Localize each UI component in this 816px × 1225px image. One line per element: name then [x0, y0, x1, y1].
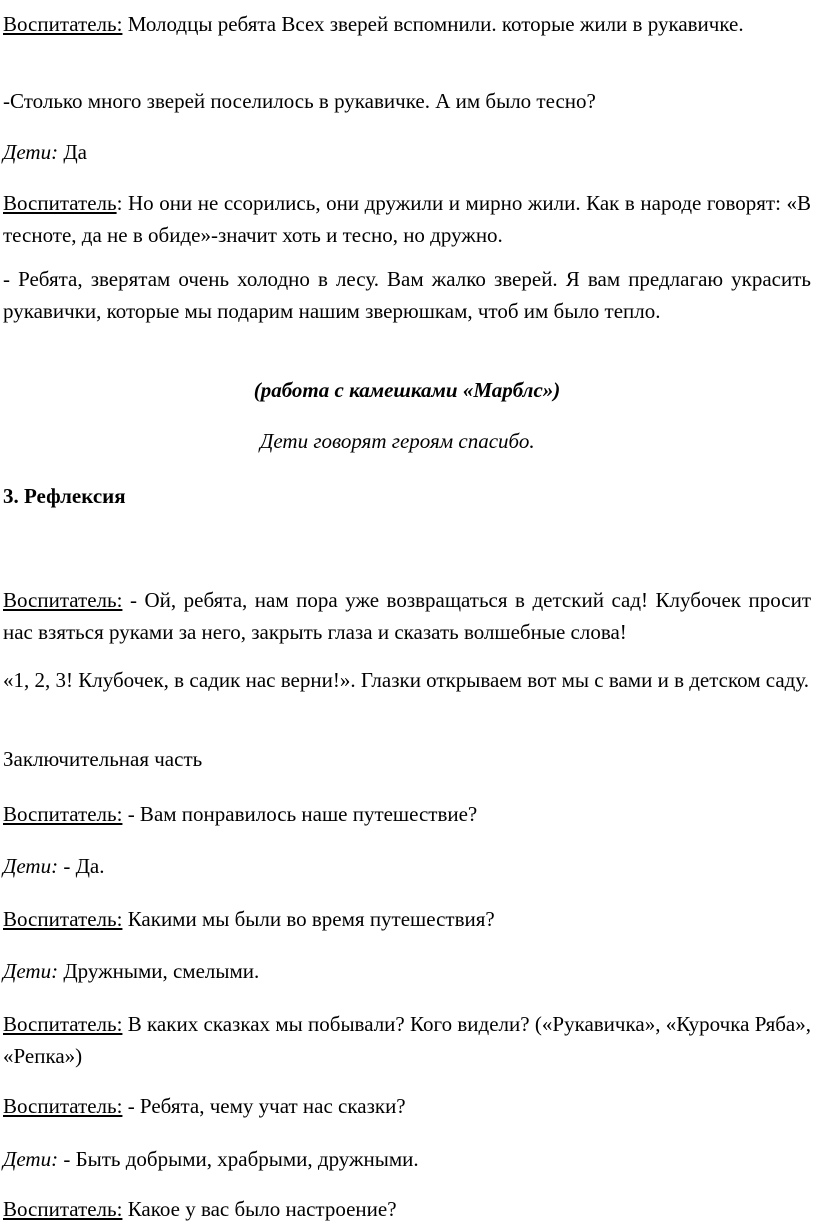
children-thank-note — [260, 425, 816, 457]
paragraph-teacher-3 — [3, 584, 811, 648]
speaker-children: Дети: — [3, 1147, 59, 1171]
paragraph-text: - Вам понравилось наше путешествие? — [122, 802, 478, 826]
paragraph-children-4 — [3, 1143, 811, 1175]
paragraph-teacher-5 — [3, 903, 811, 935]
paragraph-teacher-6 — [3, 1008, 811, 1072]
paragraph-children-1 — [3, 136, 811, 168]
paragraph-text: Заключительная часть — [3, 747, 203, 771]
paragraph-teacher-7 — [3, 1090, 811, 1122]
speaker-teacher: Воспитатель: — [3, 1094, 123, 1118]
paragraph-text: 3. Рефлексия — [3, 484, 126, 508]
paragraph-text: Дружными, смелыми. — [58, 959, 260, 983]
paragraph-magic-words — [3, 664, 811, 696]
paragraph-text: Дети говорят героям спасибо. — [260, 429, 535, 453]
speaker-teacher: Воспитатель: — [3, 1197, 123, 1221]
paragraph-text: Какое у вас было настроение? — [122, 1197, 397, 1221]
speaker-teacher: Воспитатель: — [3, 802, 123, 826]
paragraph-text: Молодцы ребята Всех зверей вспомнили. которые жили в рукавичке. — [122, 12, 744, 36]
paragraph-teacher-1 — [3, 8, 811, 40]
speaker-teacher: Воспитатель — [3, 191, 117, 215]
speaker-children: Дети: — [3, 854, 59, 878]
section-heading-reflection — [3, 480, 811, 512]
speaker-teacher: Воспитатель: — [3, 907, 123, 931]
speaker-teacher: Воспитатель: — [3, 588, 123, 612]
activity-note — [3, 374, 811, 406]
paragraph-children-3 — [3, 955, 811, 987]
paragraph-text: -Столько много зверей поселилось в рукавичке. А им было тесно? — [3, 89, 596, 113]
paragraph-teacher-2 — [3, 187, 811, 251]
speaker-children: Дети: — [3, 959, 59, 983]
paragraph-text: - Да. — [58, 854, 105, 878]
paragraph-text: - Быть добрыми, храбрыми, дружными. — [58, 1147, 419, 1171]
paragraph-text: - Ребята, чему учат нас сказки? — [122, 1094, 406, 1118]
section-heading-final — [3, 743, 811, 775]
paragraph-text: Да — [58, 140, 87, 164]
paragraph-text: (работа с камешками «Марблс») — [253, 378, 561, 402]
paragraph-text: «1, 2, 3! Клубочек, в садик нас верни!». Глазки открываем вот мы с вами и в детском саду. — [3, 668, 810, 692]
paragraph-teacher-8 — [3, 1193, 811, 1225]
paragraph-question — [3, 85, 811, 117]
paragraph-text: - Ребята, зверятам очень холодно в лесу. Вам жалко зверей. Я вам предлагаю украсить рукавички, которые мы подарим нашим зверюшкам, чтоб им было тепло. — [3, 267, 811, 323]
paragraph-text: : Но они не ссорились, они дружили и мирно жили. Как в народе говорят: «В тесноте, да не в обиде»-значит хоть и тесно, но дружно. — [3, 191, 811, 247]
speaker-teacher: Воспитатель: — [3, 12, 123, 36]
paragraph-mittens — [3, 263, 811, 327]
paragraph-teacher-4 — [3, 798, 811, 830]
paragraph-text: Какими мы были во время путешествия? — [122, 907, 495, 931]
paragraph-text: В каких сказках мы побывали? Кого видели? («Рукавичка», «Курочка Ряба», «Репка») — [3, 1012, 811, 1068]
speaker-children: Дети: — [3, 140, 59, 164]
speaker-teacher: Воспитатель: — [3, 1012, 123, 1036]
paragraph-children-2 — [3, 850, 811, 882]
paragraph-text: - Ой, ребята, нам пора уже возвращаться в детский сад! Клубочек просит нас взяться руками за него, закрыть глаза и сказать волшебные слова! — [3, 588, 811, 644]
